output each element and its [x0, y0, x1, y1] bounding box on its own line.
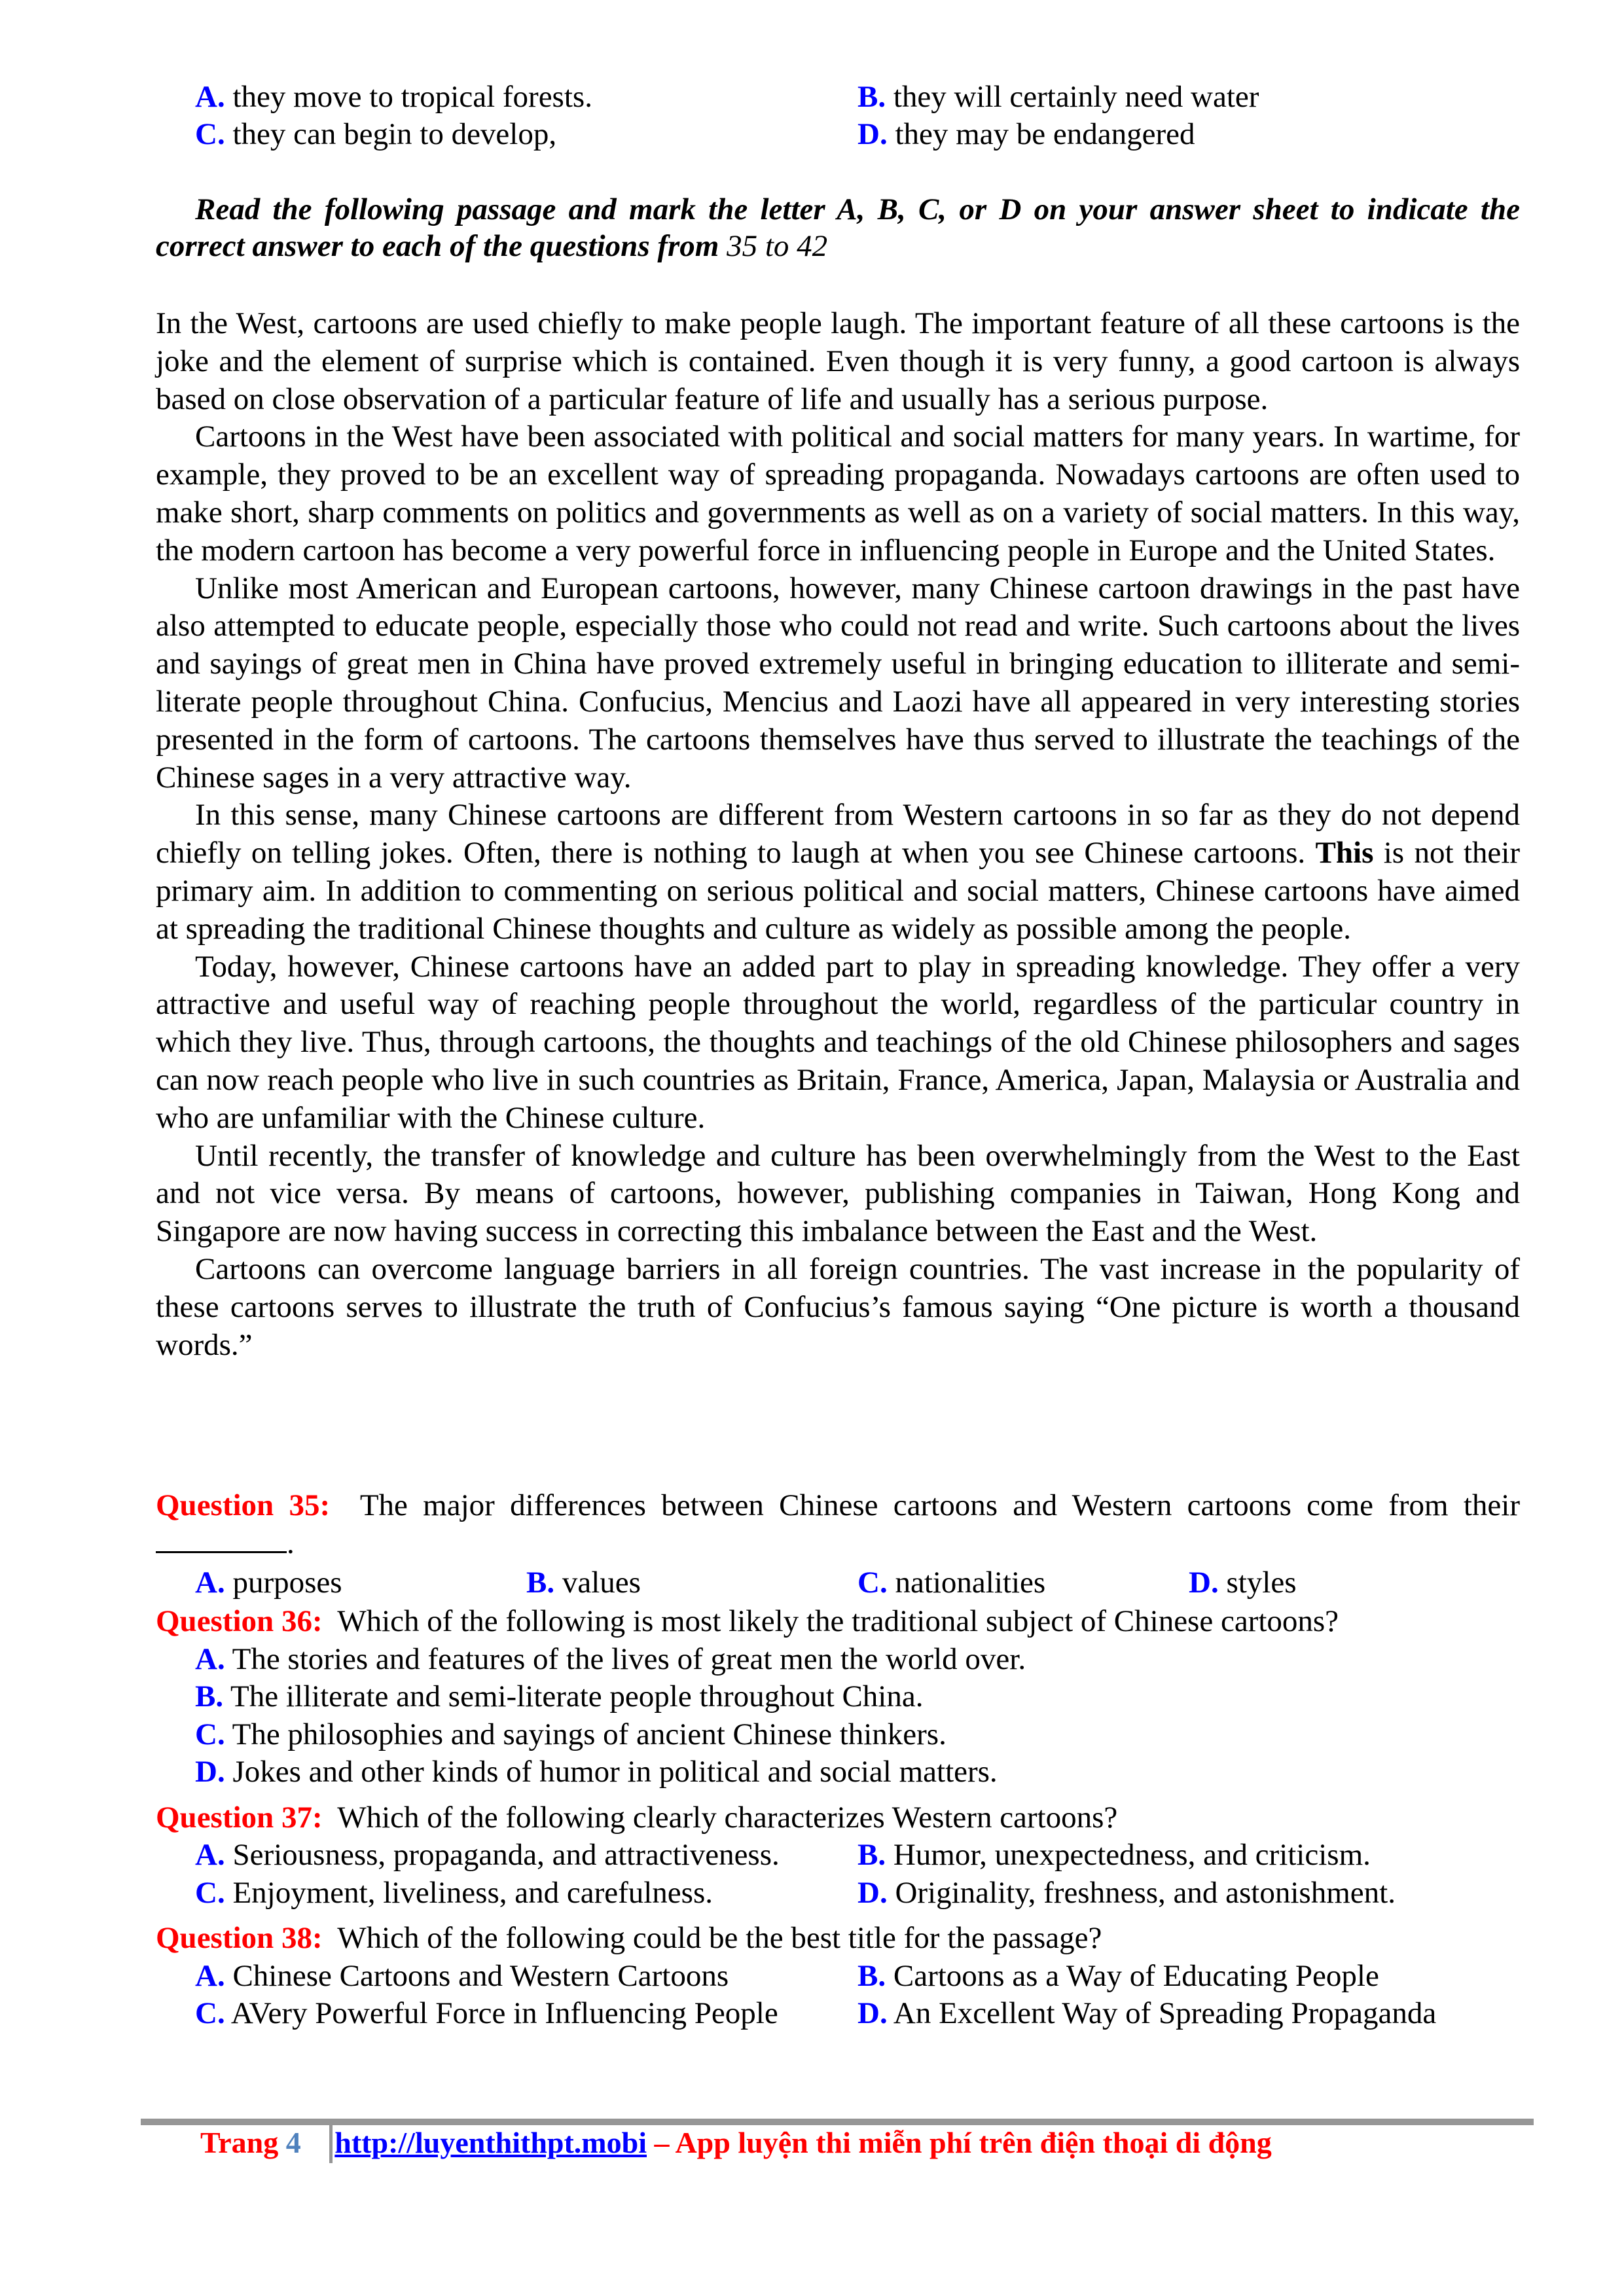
previous-question-options	[195, 79, 1520, 153]
reading-passage	[156, 305, 1520, 1364]
passage-paragraph-1: In the West, cartoons are used chiefly to make people laugh. The important feature of all these cartoons is the joke and the element of surprise which is contained. Even though it is very funny, a good cartoon is always based on close observation of a particular feature of life and usually has a serious purpose.	[156, 306, 1520, 416]
page-label: Trang	[200, 2126, 279, 2159]
question-37: Question 37: Which of the following clearly characterizes Western cartoons?	[156, 1800, 1118, 1835]
option-b: B. The illiterate and semi-literate people throughout China.	[195, 1679, 924, 1713]
option-a: A. The stories and features of the lives of great men the world over.	[195, 1641, 1026, 1676]
question-36: Question 36: Which of the following is most likely the traditional subject of Chinese cartoons?	[156, 1604, 1339, 1638]
question-38-options-row-1	[156, 1958, 1520, 1996]
passage-paragraph-6: Until recently, the transfer of knowledge and culture has been overwhelmingly from the West to the East and not vice versa. By means of cartoons, however, publishing companies in Taiwan, Hong Kong and Singapore are now having success in correcting this imbalance between the East and the West.	[156, 1138, 1520, 1249]
option-a: A. purposes	[195, 1566, 342, 1600]
passage-paragraph-5: Today, however, Chinese cartoons have an added part to play in spreading knowledge. They offer a very attractive and useful way of reaching people throughout the world, regardless of the particular country in which they live. Thus, through cartoons, the thoughts and teachings of the old Chinese philosophers and sages can now reach people who live in such countries as Britain, France, America, Japan, Malaysia or Australia and who are unfamiliar with the Chinese culture.	[156, 949, 1520, 1135]
answer-blank	[156, 1525, 287, 1553]
website-link[interactable]: http://luyenthithpt.mobi	[334, 2126, 647, 2159]
question-38-options-row-2	[156, 1995, 1520, 2033]
option-a: A. Seriousness, propaganda, and attractiveness.	[195, 1838, 780, 1872]
option-c: C. The philosophies and sayings of ancient Chinese thinkers.	[195, 1717, 947, 1751]
footer-tagline: – App luyện thi miễn phí trên điện thoại di động	[647, 2126, 1272, 2159]
option-b: B. they will certainly need water	[857, 80, 1259, 114]
option-c: C. they can begin to develop,	[195, 117, 557, 151]
question-36-options	[156, 1641, 1520, 1791]
option-d: D. Originality, freshness, and astonishment.	[857, 1875, 1396, 1910]
option-b: B. Humor, unexpectedness, and criticism.	[857, 1838, 1371, 1872]
question-37-options-row-2	[156, 1874, 1520, 1912]
option-d: D. An Excellent Way of Spreading Propaganda	[857, 1996, 1437, 2030]
passage-paragraph-4: In this sense, many Chinese cartoons are different from Western cartoons in so far as they do not depend chiefly on telling jokes. Often, there is nothing to laugh at when you see Chinese cartoons. This is not their primary aim. In addition to commenting on serious political and social matters, Chinese cartoons have aimed at spreading the traditional Chinese thoughts and culture as widely as possible among the people.	[156, 798, 1520, 946]
question-37-options-row-1	[156, 1837, 1520, 1874]
highlighted-word-this: This	[1315, 836, 1374, 870]
option-a: A. Chinese Cartoons and Western Cartoons	[195, 1958, 729, 1993]
question-35-options	[156, 1562, 1520, 1603]
passage-paragraph-2: Cartoons in the West have been associated with political and social matters for many years. In wartime, for example, they proved to be an excellent way of spreading propaganda. Nowadays cartoons are often used to make short, sharp comments on politics and governments as well as on a variety of social matters. In this way, the modern cartoon has become a very powerful force in influencing people in Europe and the United States.	[156, 420, 1520, 567]
question-list	[156, 1487, 1520, 2033]
option-c: C. Enjoyment, liveliness, and carefulness.	[195, 1875, 713, 1910]
reading-instruction: Read the following passage and mark the letter A, B, C, or D on your answer sheet to indicate the correct answer to each of the questions from 35 to 42	[156, 192, 1520, 263]
option-b: B. values	[526, 1566, 641, 1600]
option-d: D. they may be endangered	[857, 117, 1195, 151]
option-a: A. they move to tropical forests.	[195, 80, 592, 114]
option-c: C. AVery Powerful Force in Influencing People	[195, 1996, 778, 2030]
option-b: B. Cartoons as a Way of Educating People	[857, 1958, 1379, 1993]
option-d: D. Jokes and other kinds of humor in political and social matters.	[195, 1755, 998, 1789]
passage-paragraph-3: Unlike most American and European cartoons, however, many Chinese cartoon drawings in the past have also attempted to educate people, especially those who could not read and write. Such cartoons about the lives and sayings of great men in China have proved extremely useful in bringing education to illiterate and semi-literate people throughout China. Confucius, Mencius and Laozi have all appeared in very interesting stories presented in the form of cartoons. The cartoons themselves have thus served to illustrate the teachings of the Chinese sages in a very attractive way.	[156, 571, 1520, 795]
question-38: Question 38: Which of the following could be the best title for the passage?	[156, 1921, 1102, 1955]
passage-paragraph-7: Cartoons can overcome language barriers in all foreign countries. The vast increase in the popularity of these cartoons serves to illustrate the truth of Confucius’s famous saying “One picture is worth a thousand words.”	[156, 1251, 1520, 1362]
page-footer	[200, 2121, 1272, 2165]
option-d: D. styles	[1189, 1566, 1297, 1600]
question-35: Question 35: The major differences between Chinese cartoons and Western cartoons come from their .	[156, 1488, 1520, 1560]
option-c: C. nationalities	[857, 1566, 1046, 1600]
page-number: 4	[285, 2126, 301, 2159]
